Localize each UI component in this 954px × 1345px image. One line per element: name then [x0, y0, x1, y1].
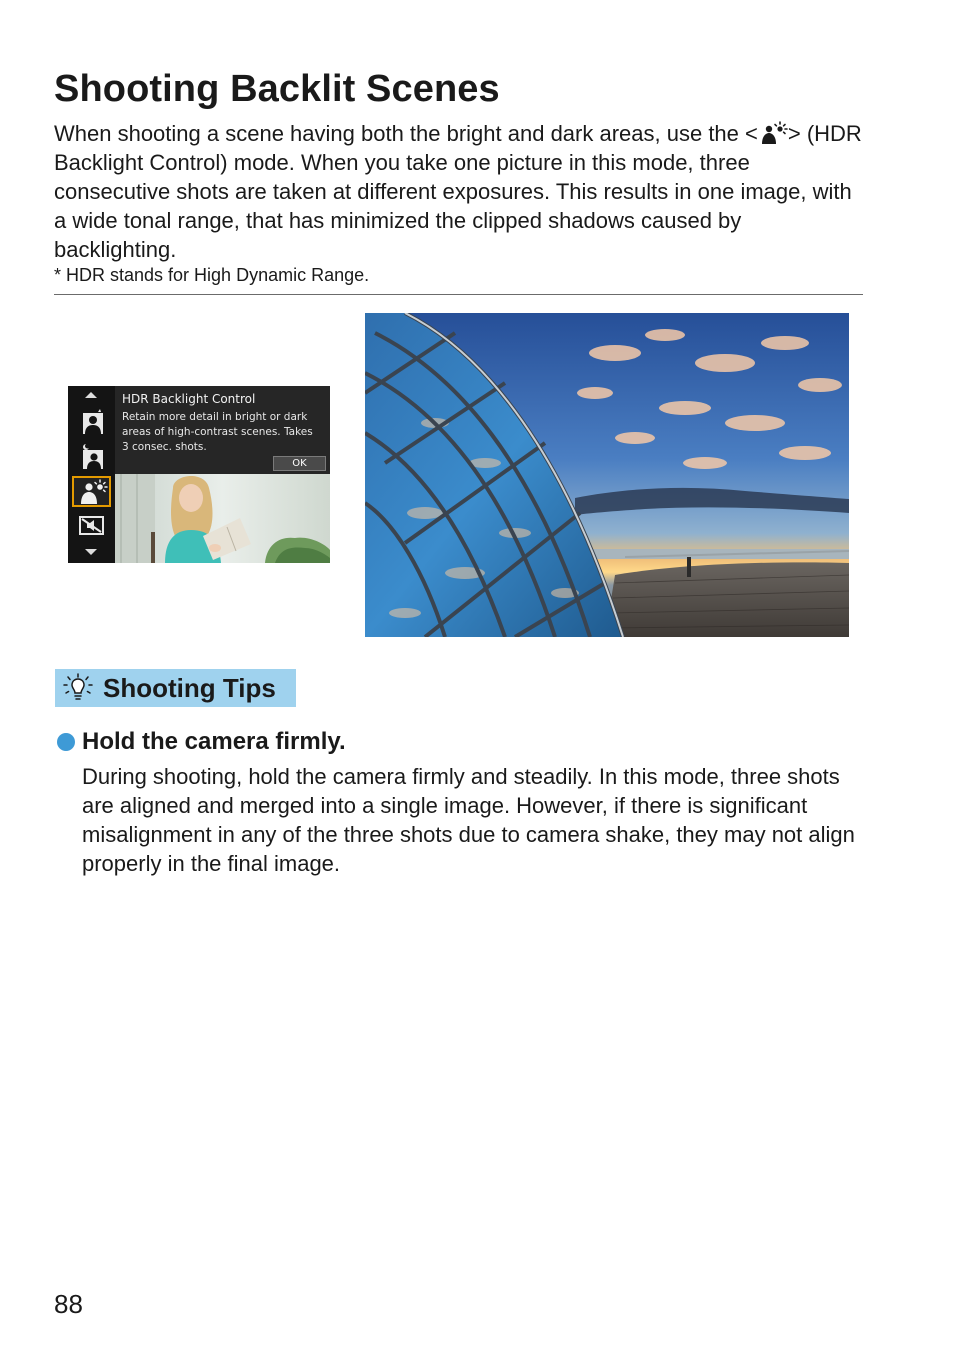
portrait-mode-icon — [72, 408, 111, 439]
tip-heading: Hold the camera firmly. — [82, 728, 346, 755]
mode-description: Retain more detail in bright or dark areas of high-contrast scenes. Takes 3 consec. shots. — [122, 411, 313, 453]
mode-selector-strip — [68, 386, 115, 563]
down-arrow-icon — [85, 549, 97, 555]
tip-bullet — [57, 733, 75, 751]
footnote: * HDR stands for High Dynamic Range. — [54, 265, 370, 285]
mode-description-panel — [115, 386, 330, 474]
mute-shutter-icon — [72, 510, 111, 541]
page-title: Shooting Backlit Scenes — [54, 68, 500, 110]
tip-body: During shooting, hold the camera firmly and steadily. In this mode, three shots are aligned and merged into a single image. However, if there is significant misalignment in any of the three shots due to camera shake, they may not align properly in the final image. — [82, 764, 855, 876]
intro-text-after-icon: > (HDR Backlight Control) mode. When you take one picture in this mode, three consecutive shots are taken at different exposures. This results in one image, with a wide tonal range, that has minimized the clipped shadows caused by backlighting. — [54, 121, 862, 262]
camera-menu-screenshot — [68, 386, 330, 563]
intro-text-before-icon: When shooting a scene having both the bright and dark areas, use the < — [54, 121, 758, 146]
ok-button[interactable]: OK — [273, 456, 326, 471]
lightbulb-icon — [62, 673, 94, 703]
section-divider — [54, 294, 863, 295]
intro-paragraph — [54, 119, 866, 264]
mode-title: HDR Backlight Control — [122, 392, 256, 406]
shooting-tips-header — [55, 669, 296, 707]
sample-portrait-photo — [115, 474, 330, 563]
night-portrait-icon — [72, 442, 111, 473]
shooting-tips-label: Shooting Tips — [103, 673, 276, 703]
page-number: 88 — [54, 1289, 83, 1319]
backlit-scene-photo — [365, 313, 849, 637]
hdr-backlight-mode-button — [72, 476, 111, 507]
hdr-backlight-icon — [758, 121, 788, 145]
up-arrow-icon — [85, 392, 97, 398]
